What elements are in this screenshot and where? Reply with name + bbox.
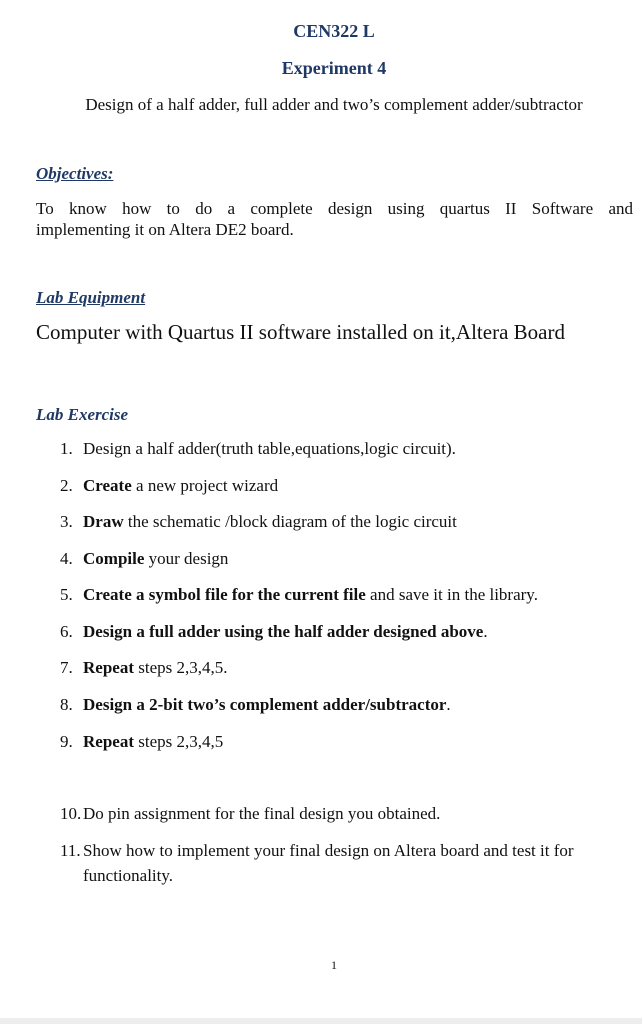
item-number: 6. [60,622,73,641]
item-text: . [483,622,488,641]
item-bold-text: Compile [83,549,145,568]
objectives-heading: Objectives: [36,164,114,183]
list-item [60,729,632,754]
item-text: Do pin assignment for the final design you obtained. [83,804,441,823]
item-bold-text: Draw [83,512,124,531]
objectives-line-1: To know how to do a complete design using quartus II Software and [36,199,633,218]
item-number: 4. [60,549,73,568]
item-text: Design a half adder(truth table,equations,logic circuit). [83,439,456,458]
item-text-continued: functionality. [83,866,174,885]
item-text: steps 2,3,4,5 [133,732,224,751]
exercise-heading: Lab Exercise [36,405,129,424]
item-text: and save it in the library. [365,585,538,604]
item-bold-text: Design a 2-bit two’s complement adder/subtractor [83,695,447,714]
item-bold-text: Create a symbol file for the current file [83,585,366,604]
item-text: your design [144,549,229,568]
item-text: a new project wizard [131,476,279,495]
item-text: steps 2,3,4,5. [133,658,228,677]
page-number: 1 [331,958,337,972]
equipment-heading: Lab Equipment [36,288,146,307]
list-item [60,582,632,607]
list-item [60,509,632,534]
item-number: 5. [60,585,73,604]
list-item [60,655,632,680]
item-text: Show how to implement your final design on Altera board and test it for [83,841,574,860]
item-bold-text: Create [83,476,132,495]
item-text: . [446,695,451,714]
item-number: 11. [60,841,81,860]
item-number: 7. [60,658,73,677]
experiment-title: Experiment 4 [281,58,387,78]
objectives-line-2: implementing it on Altera DE2 board. [36,220,294,239]
list-item [60,619,632,644]
objectives-text [36,198,633,240]
item-number: 1. [60,439,73,458]
item-bold-text: Repeat [83,732,134,751]
list-item [60,436,632,461]
course-code: CEN322 L [293,21,375,41]
list-item [60,801,632,826]
list-item [60,473,632,498]
document-subtitle: Design of a half adder, full adder and two’s complement adder/subtractor [85,95,583,114]
equipment-text: Computer with Quartus II software installed on it,Altera Board [36,320,565,344]
item-number: 9. [60,732,73,751]
item-number: 10. [60,804,82,823]
item-bold-text: Repeat [83,658,134,677]
item-number: 3. [60,512,73,531]
item-number: 8. [60,695,73,714]
list-item [60,546,632,571]
page-bottom-edge [0,1018,642,1024]
item-text: the schematic /block diagram of the logic circuit [123,512,457,531]
item-bold-text: Design a full adder using the half adder designed above [83,622,484,641]
list-item [60,838,632,888]
list-item [60,692,632,717]
item-number: 2. [60,476,73,495]
